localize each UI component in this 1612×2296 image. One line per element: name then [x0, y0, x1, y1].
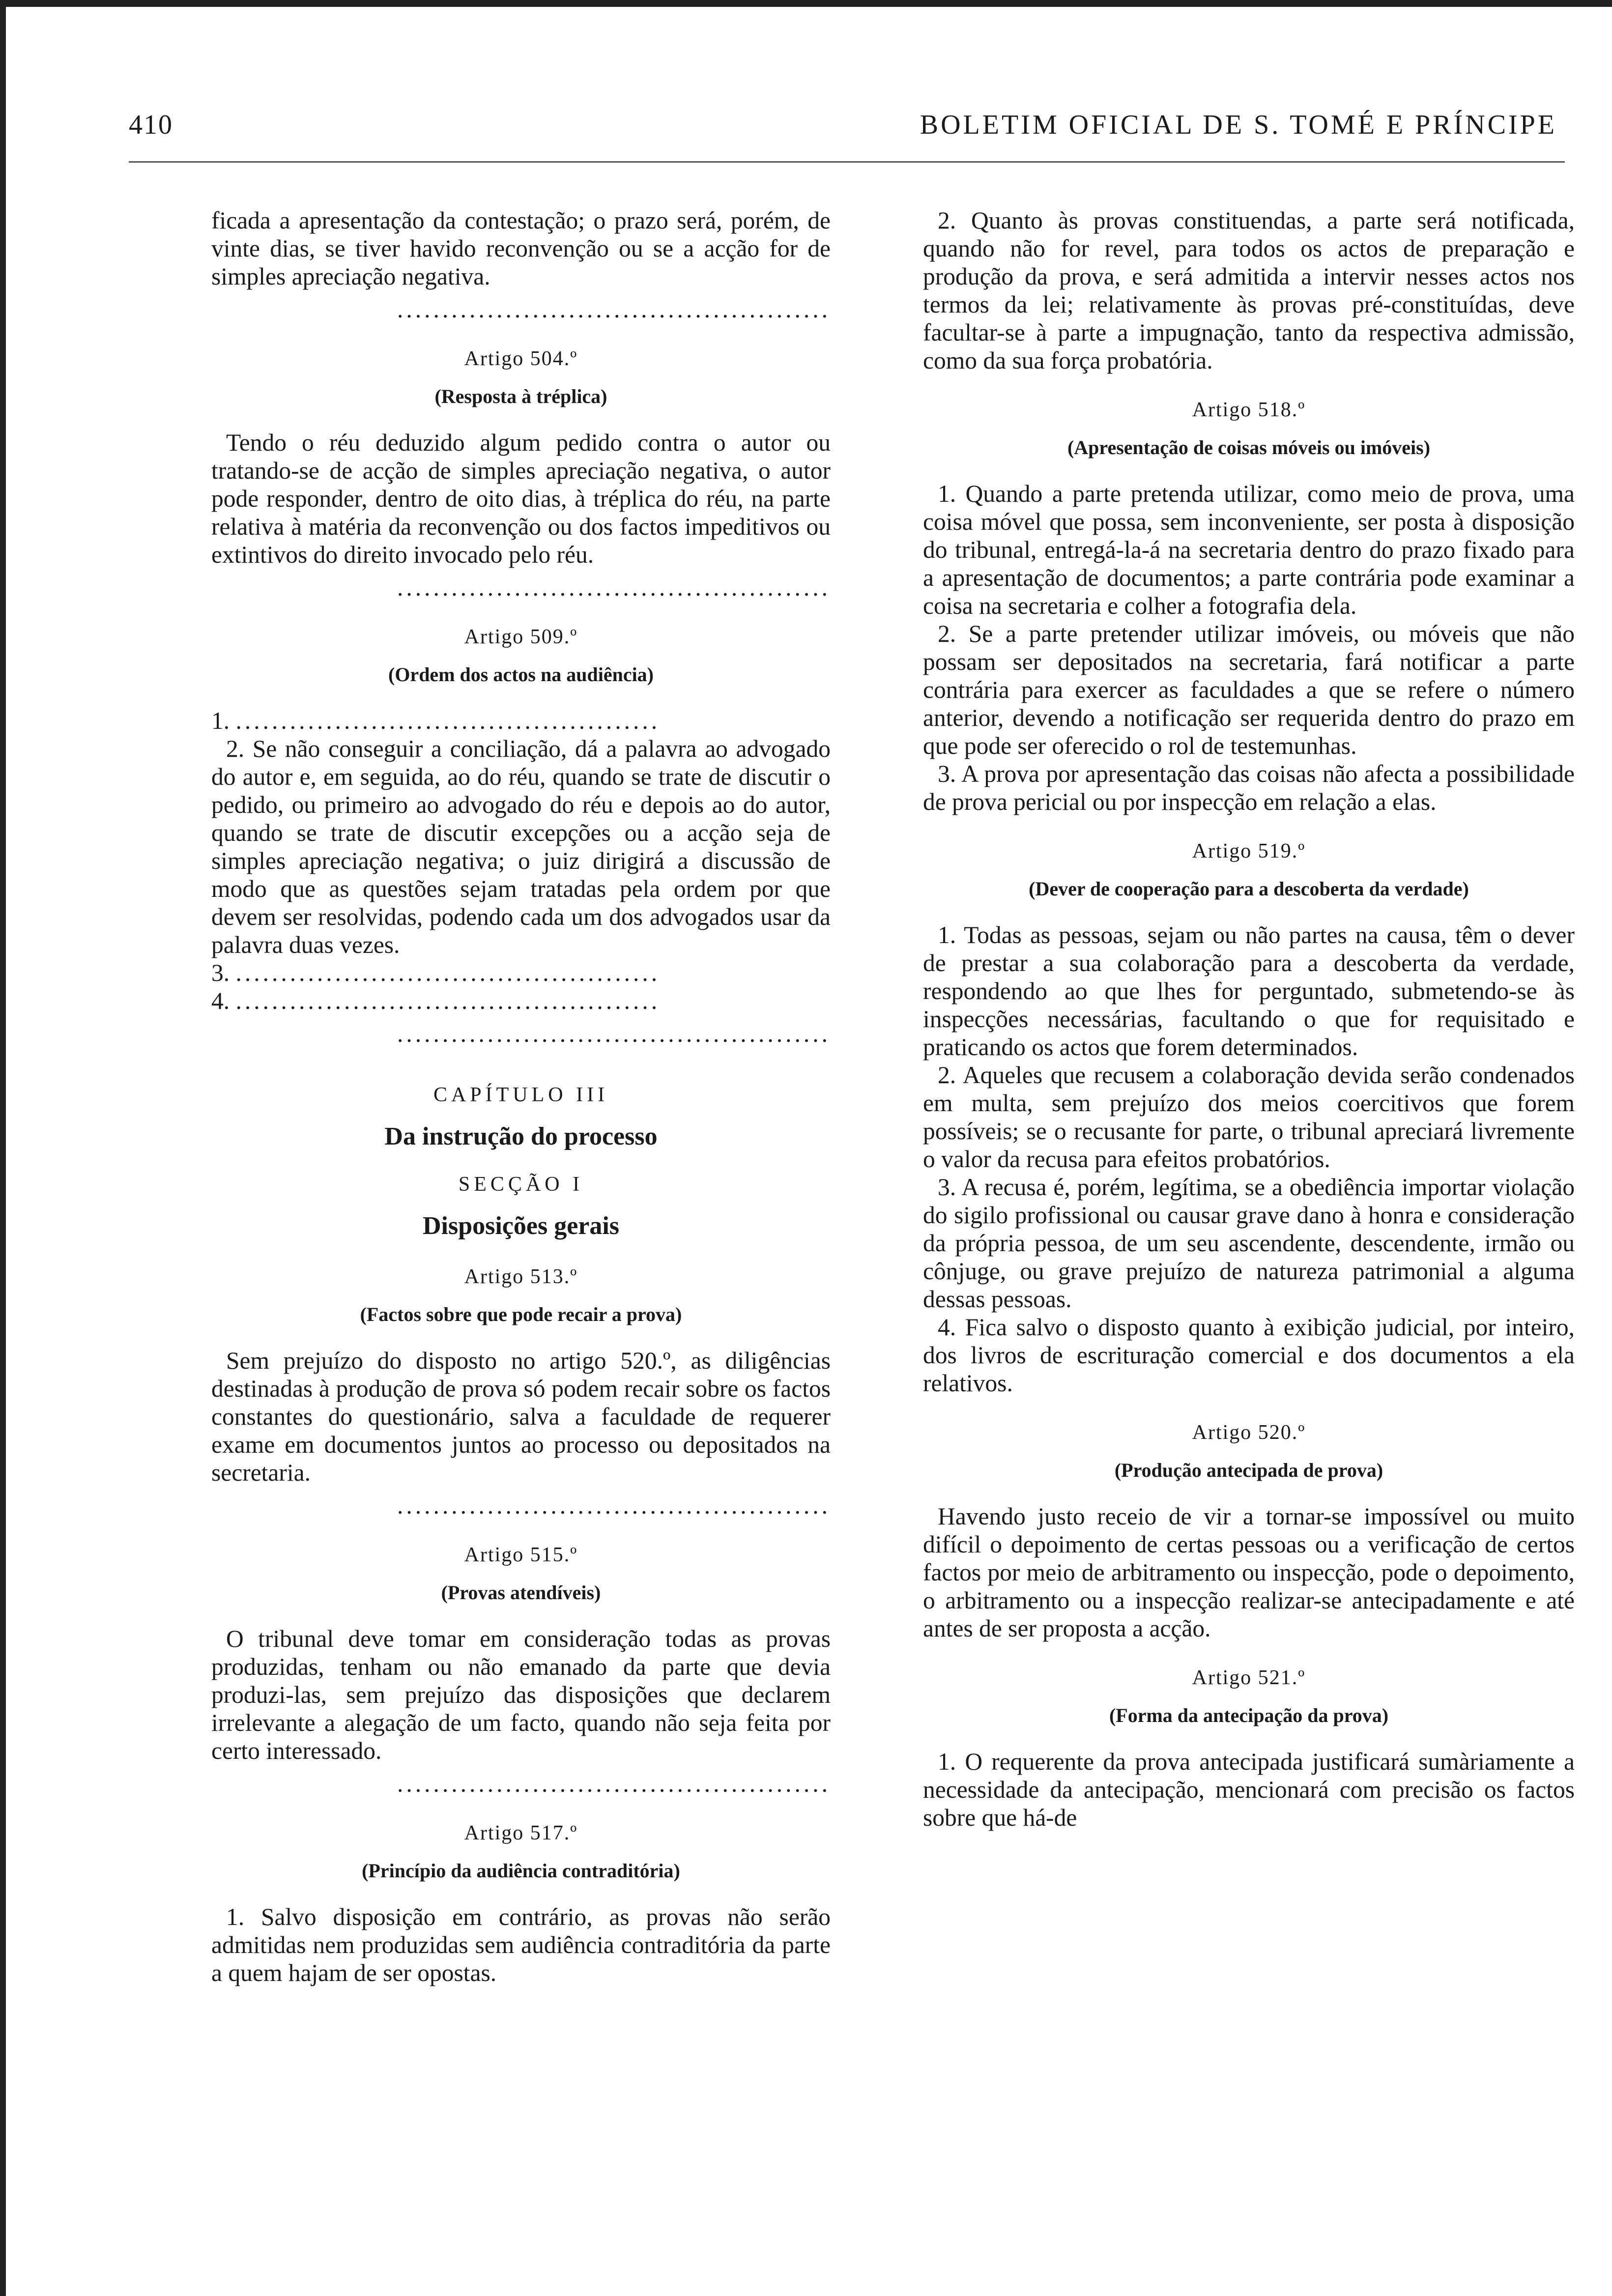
article-519-item-3: 3. A recusa é, porém, legítima, se a obediência importar violação do sigilo profissional ou causar grave dano à honra e consideração da própria pessoa, de um seu ascendente, descendente, irmão ou cônjuge, ou grave prejuízo de natureza patrimonial a alguma dessas pessoas. — [923, 1174, 1575, 1313]
article-517-item-2: 2. Quanto às provas constituendas, a parte será notificada, quando não for revel, para todos os actos de preparação e produção da prova, e será admitida a intervir nesses actos nos termos da lei; relativamente às provas pré-constituídas, deve facultar-se à parte a impugnação, tanto da respectiva admissão, como da sua força probatória. — [923, 207, 1575, 374]
article-521-title: (Forma da antecipação da prova) — [1109, 1704, 1389, 1726]
running-head-title: BOLETIM OFICIAL DE S. TOMÉ E PRÍNCIPE — [920, 110, 1557, 140]
article-520-label: Artigo 520.º — [1192, 1421, 1306, 1444]
omission-dots: ................................................ — [397, 1492, 831, 1519]
article-513-label: Artigo 513.º — [464, 1265, 578, 1288]
article-517-title: (Princípio da audiência contraditória) — [362, 1860, 680, 1882]
article-518-title: (Apresentação de coisas móveis ou imóveis) — [1067, 436, 1431, 459]
article-504-text: Tendo o réu deduzido algum pedido contra o autor ou tratando-se de acção de simples apreciação negativa, o autor pode responder, dentro de oito dias, à tréplica do réu, na parte relativa à matéria da reconvenção ou dos factos impeditivos ou extintivos do direito invocado pelo réu. — [211, 429, 831, 568]
article-504-label: Artigo 504.º — [464, 347, 578, 370]
article-519-title: (Dever de cooperação para a descoberta da verdade) — [1029, 878, 1469, 900]
article-509-label: Artigo 509.º — [464, 626, 578, 648]
article-509-item-1: 1. ............................................... — [211, 707, 661, 734]
item-number: 1. — [211, 707, 230, 734]
article-509-item-2: 2. Se não conseguir a conciliação, dá a palavra ao advogado do autor e, em seguida, ao do réu, quando se trate de discutir o pedido, ou primeiro ao advogado do réu e depois ao do autor, quando se trate de discutir excepções ou a acção seja de simples apreciação negativa; o juiz dirigirá a discussão de modo que as questões sejam tratadas pela ordem por que devem ser resolvidas, podendo cada um dos advogados usar da palavra duas vezes. — [211, 735, 831, 958]
omission-dots: ................................................ — [397, 296, 831, 323]
item-number: 3. — [211, 959, 230, 986]
article-515-label: Artigo 515.º — [464, 1544, 578, 1566]
article-515-text: O tribunal deve tomar em consideração todas as provas produzidas, tenham ou não emanado da parte que devia produzi-las, sem prejuízo das disposições que declarem irrelevante a alegação de um facto, quando não seja feita por certo interessado. — [211, 1625, 831, 1764]
article-517-label: Artigo 517.º — [464, 1822, 578, 1844]
chapter-label: CAPÍTULO III — [433, 1084, 609, 1106]
right-column — [923, 206, 1575, 1832]
header-rule — [129, 161, 1565, 163]
chapter-title: Da instrução do processo — [384, 1122, 658, 1150]
article-521-item-1: 1. O requerente da prova antecipada justificará sumàriamente a necessidade da antecipação, mencionará com precisão os factos sobre que há-de — [923, 1748, 1575, 1831]
article-518-item-2: 2. Se a parte pretender utilizar imóveis, ou móveis que não possam ser depositados na secretaria, fará notificar a parte contrária para exercer as faculdades a que se refere o número anterior, devendo a notificação ser requerida dentro do prazo em que pode ser oferecido o rol de testemunhas. — [923, 620, 1575, 759]
page-number: 410 — [129, 110, 173, 140]
article-513-title: (Factos sobre que pode recair a prova) — [360, 1303, 682, 1325]
article-509-item-4: 4. ............................................... — [211, 987, 661, 1014]
article-521-label: Artigo 521.º — [1192, 1666, 1306, 1689]
article-504-title: (Resposta à tréplica) — [434, 385, 607, 407]
article-519-item-2: 2. Aqueles que recusem a colaboração devida serão condenados em multa, sem prejuízo dos meios coercitivos que forem possíveis; se o recusante for parte, o tribunal apreciará livremente o valor da recusa para efeitos probatórios. — [923, 1062, 1575, 1173]
article-518-label: Artigo 518.º — [1192, 399, 1306, 421]
item-number: 4. — [211, 987, 230, 1014]
left-column — [211, 206, 831, 1987]
omission-dots: ................................................ — [397, 1020, 831, 1047]
article-519-label: Artigo 519.º — [1192, 840, 1306, 862]
article-519-item-4: 4. Fica salvo o disposto quanto à exibição judicial, por inteiro, dos livros de escrituração comercial e dos documentos a ela relativos. — [923, 1314, 1575, 1397]
page-border-left — [0, 0, 6, 2296]
article-518-item-3: 3. A prova por apresentação das coisas não afecta a possibilidade de prova pericial ou por inspecção em relação a elas. — [923, 760, 1575, 815]
page-border-top — [0, 0, 1612, 7]
article-509-item-3: 3. ............................................... — [211, 959, 661, 986]
omission-dots: ................................................ — [397, 1770, 831, 1797]
article-519-item-1: 1. Todas as pessoas, sejam ou não partes na causa, têm o dever de prestar a sua colaboração para a descoberta da verdade, respondendo ao que lhes for perguntado, submetendo-se às inspecções necessárias, facultando o que for requisitado e praticando os actos que forem determinados. — [923, 921, 1575, 1061]
section-title: Disposições gerais — [422, 1212, 620, 1240]
article-509-title: (Ordem dos actos na audiência) — [388, 663, 654, 686]
article-517-item-1: 1. Salvo disposição em contrário, as provas não serão admitidas nem produzidas sem audiência contraditória da parte a quem hajam de ser opostas. — [211, 1903, 831, 1986]
article-513-text: Sem prejuízo do disposto no artigo 520.º, as diligências destinadas à produção de prova só podem recair sobre os factos constantes do questionário, salva a faculdade de requerer exame em documentos juntos ao processo ou depositados na secretaria. — [211, 1347, 831, 1486]
article-520-title: (Produção antecipada de prova) — [1114, 1459, 1383, 1481]
article-520-text: Havendo justo receio de vir a tornar-se impossível ou muito difícil o depoimento de certas pessoas ou a verificação de certos factos por meio de arbitramento ou inspecção, pode o depoimento, o arbitramento ou a inspecção realizar-se antecipadamente e até antes de ser proposta a acção. — [923, 1503, 1575, 1642]
section-label: SECÇÃO I — [458, 1173, 584, 1196]
article-518-item-1: 1. Quando a parte pretenda utilizar, como meio de prova, uma coisa móvel que possa, sem inconveniente, ser posta à disposição do tribunal, entregá-la-á na secretaria dentro do prazo fixado para a apresentação de documentos; a parte contrária pode examinar a coisa na secretaria e colher a fotografia dela. — [923, 480, 1575, 619]
article-515-title: (Provas atendíveis) — [441, 1581, 601, 1604]
intro-paragraph: ficada a apresentação da contestação; o prazo será, porém, de vinte dias, se tiver havido reconvenção ou se a acção for de simples apreciação negativa. — [211, 207, 831, 290]
omission-dots: ................................................ — [397, 574, 831, 601]
